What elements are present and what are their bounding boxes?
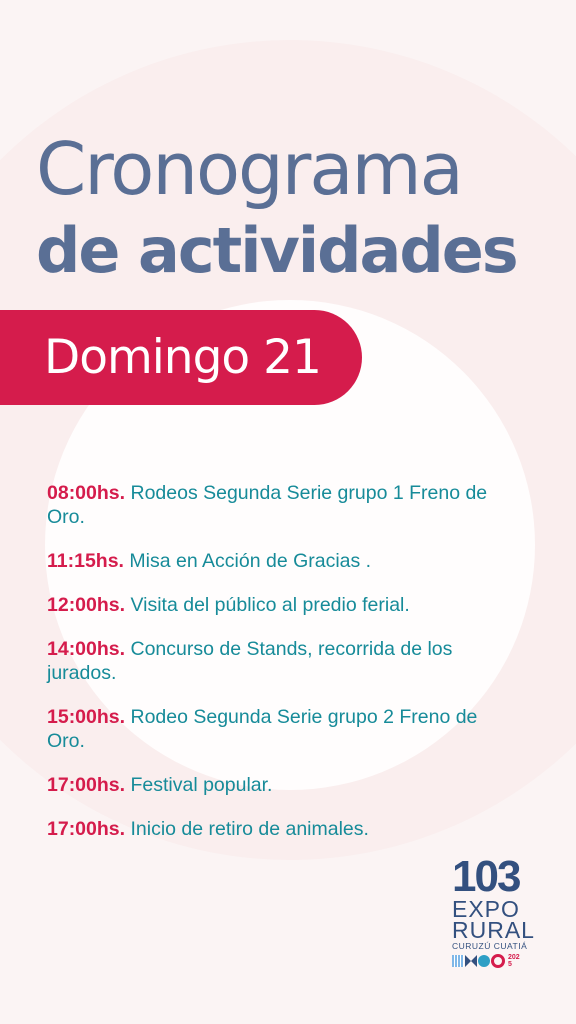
circle-icon [478, 955, 490, 967]
schedule-item [47, 817, 517, 841]
stripes-icon [452, 955, 464, 967]
schedule-activity: Inicio de retiro de animales. [130, 818, 369, 840]
logo-word-expo: EXPO [452, 896, 520, 922]
schedule-item [47, 481, 517, 529]
expo-rural-logo [452, 852, 535, 969]
schedule-time: 14:00hs. [47, 638, 126, 660]
schedule-item [47, 705, 517, 753]
bowtie-icon [465, 955, 477, 967]
schedule-item [47, 637, 517, 685]
title-line-2: de actividades [36, 214, 517, 287]
schedule-time: 17:00hs. [47, 774, 126, 796]
title-line-1: Cronograma [36, 127, 462, 211]
schedule-item [47, 549, 517, 573]
schedule-time: 12:00hs. [47, 594, 126, 616]
logo-word-rural: RURAL [452, 917, 535, 943]
ring-icon [491, 954, 505, 968]
schedule-activity: Festival popular. [130, 774, 273, 796]
logo-place: CURUZÚ CUATIÁ [452, 941, 528, 951]
schedule-activity: Concurso de Stands, recorrida de los jurados. [47, 638, 453, 684]
schedule-list [47, 481, 517, 861]
schedule-activity: Visita del público al predio ferial. [130, 594, 410, 616]
logo-edition-number: 103 [452, 852, 520, 901]
schedule-time: 08:00hs. [47, 482, 126, 504]
schedule-time: 11:15hs. [47, 550, 124, 572]
schedule-time: 17:00hs. [47, 818, 126, 840]
schedule-item [47, 593, 517, 617]
logo-shapes [452, 954, 505, 968]
schedule-activity: Misa en Acción de Gracias . [129, 550, 372, 572]
logo-year: 2025 [508, 954, 520, 968]
day-banner [0, 310, 362, 405]
schedule-activity: Rodeos Segunda Serie grupo 1 Freno de Oro. [47, 482, 488, 528]
schedule-item [47, 773, 517, 797]
day-label: Domingo 21 [44, 330, 321, 385]
schedule-activity: Rodeo Segunda Serie grupo 2 Freno de Oro. [47, 706, 478, 752]
logo-graphic [452, 953, 532, 969]
schedule-time: 15:00hs. [47, 706, 126, 728]
